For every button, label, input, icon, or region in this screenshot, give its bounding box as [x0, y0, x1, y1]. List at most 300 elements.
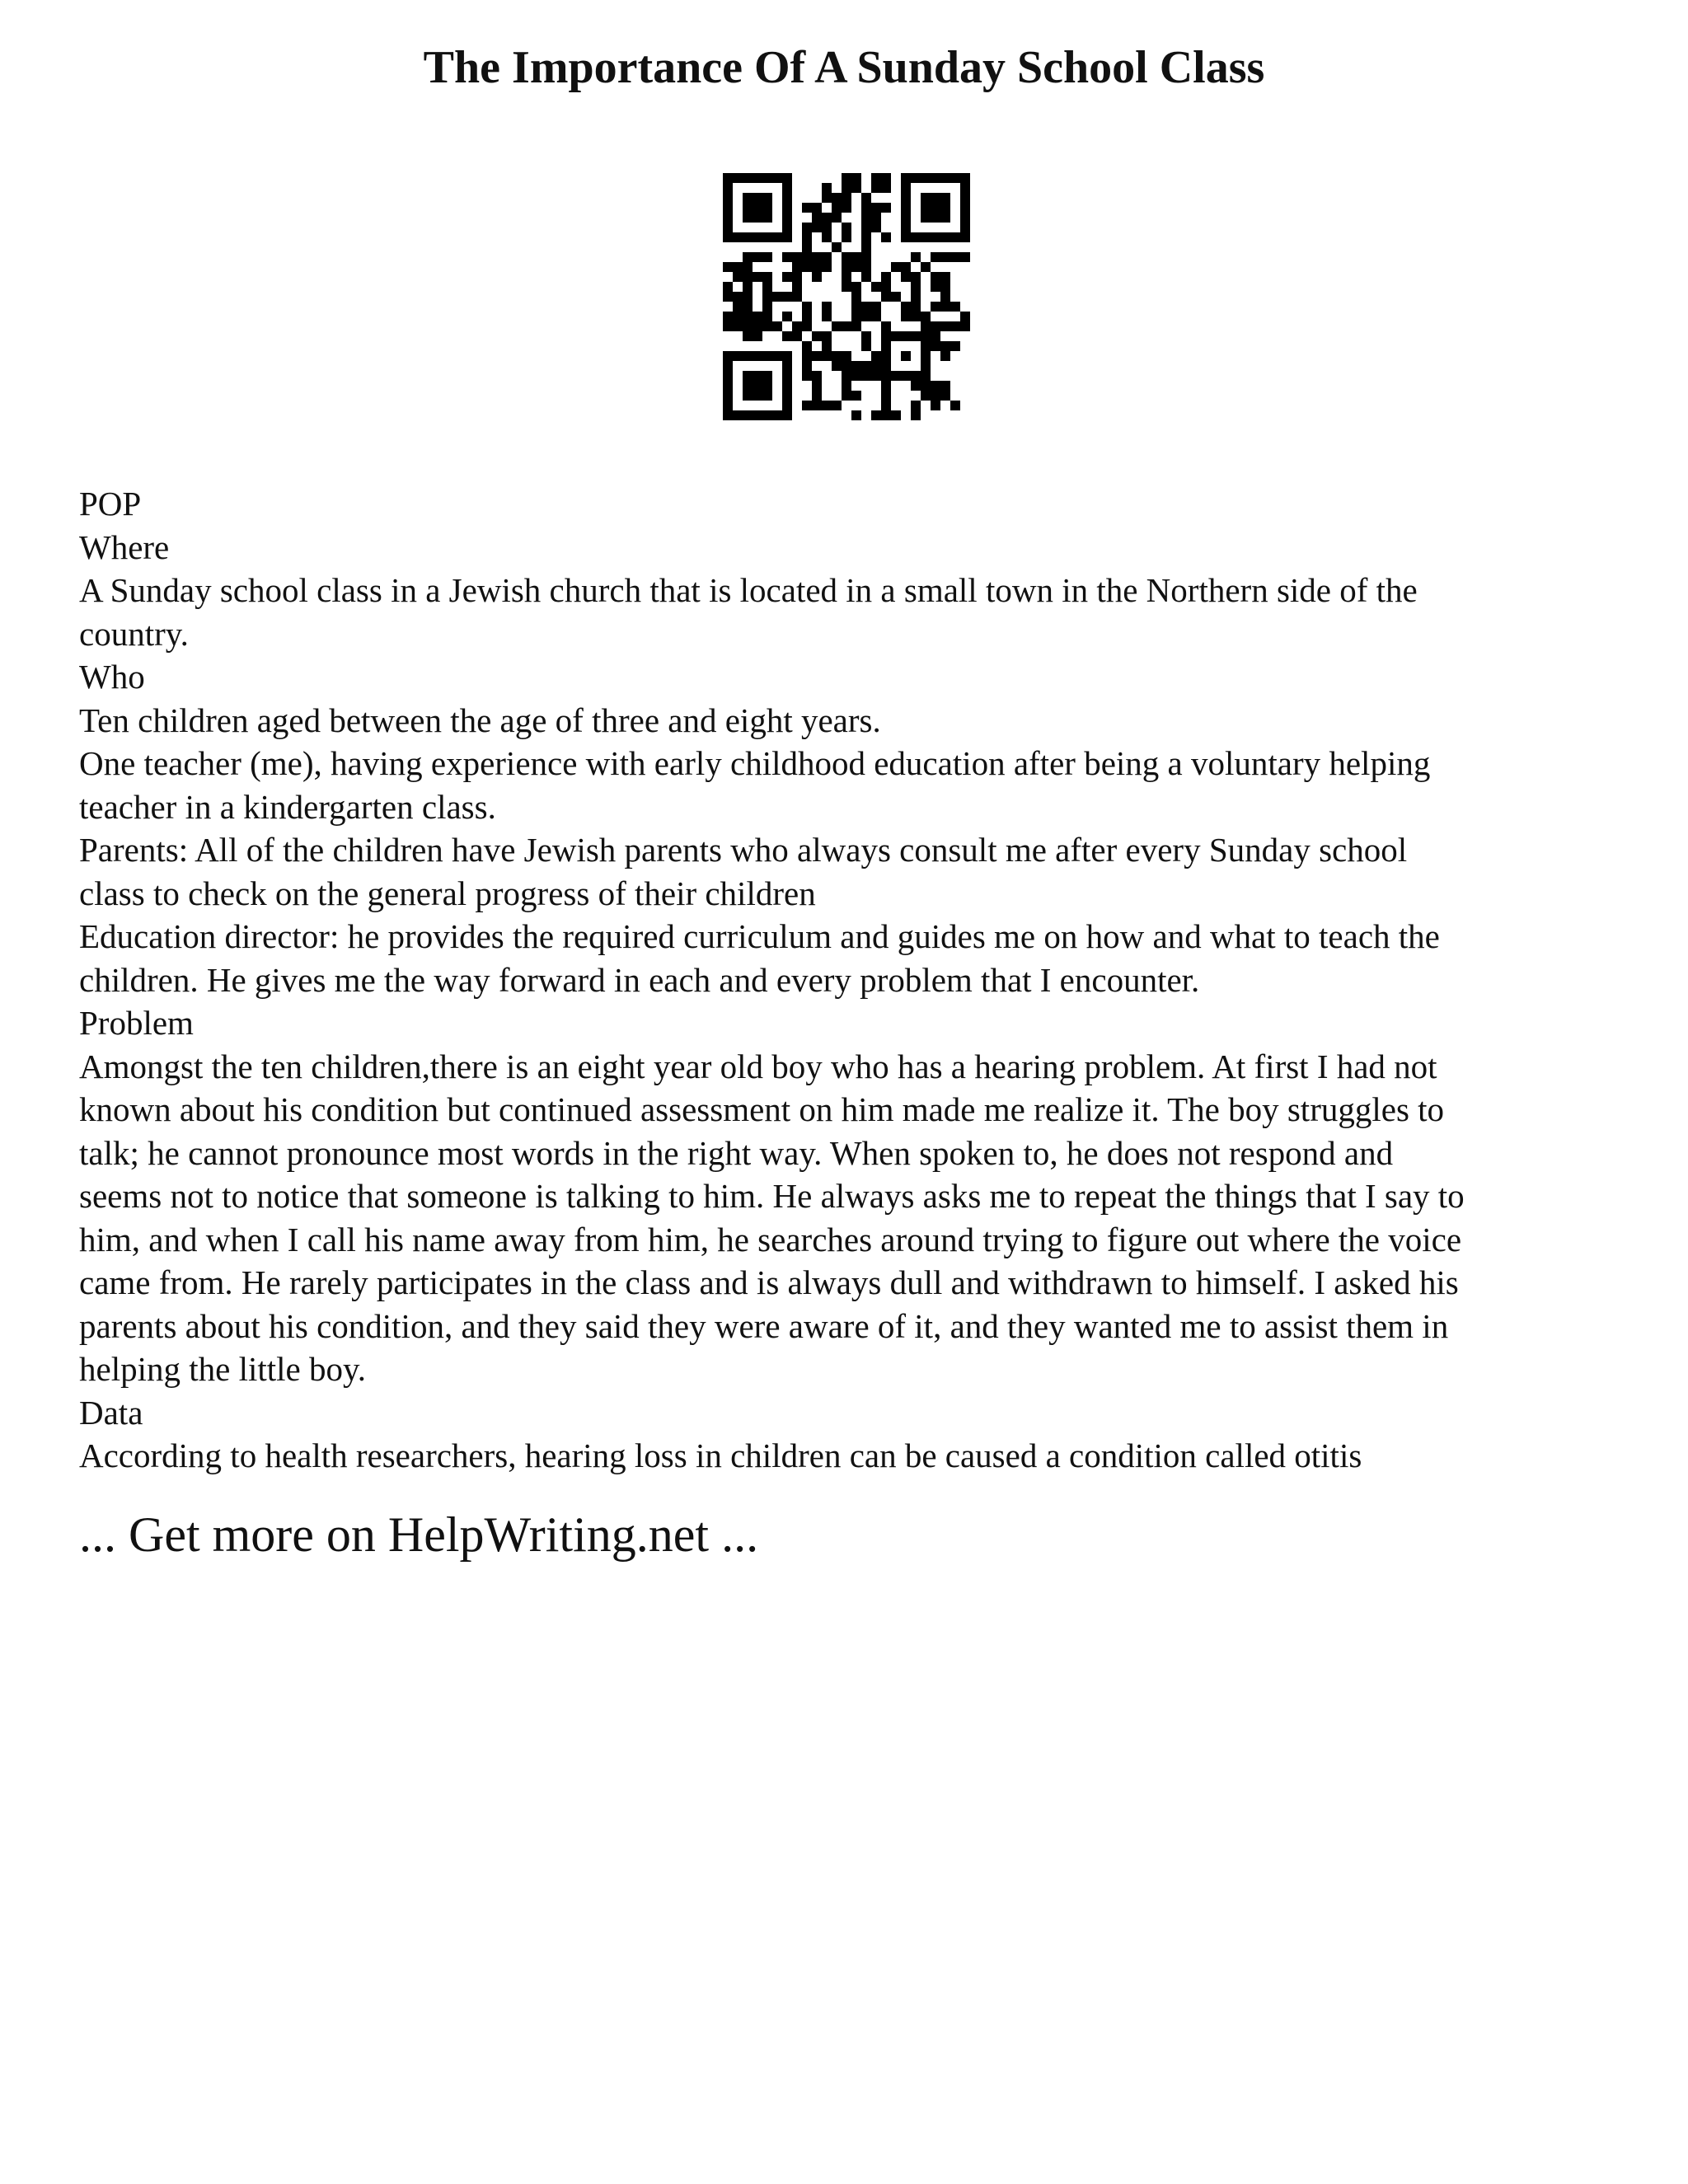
qr-module — [782, 381, 792, 391]
qr-module — [911, 232, 921, 242]
qr-module — [851, 292, 861, 302]
body-line: One teacher (me), having experience with early childhood education after being a voluntary helping — [79, 744, 1431, 782]
qr-module — [723, 401, 733, 410]
qr-module — [792, 331, 802, 341]
qr-module — [812, 391, 822, 401]
qr-module — [743, 213, 753, 223]
qr-module — [723, 361, 733, 371]
qr-module — [743, 321, 753, 331]
qr-module — [911, 292, 921, 302]
qr-module — [861, 193, 871, 203]
qr-module — [901, 371, 911, 381]
qr-module — [881, 232, 891, 242]
qr-module — [782, 272, 792, 282]
qr-module — [743, 262, 753, 272]
body-line: parents about his condition, and they said they were aware of it, and they wanted me to assist them in — [79, 1306, 1449, 1345]
qr-module — [960, 213, 970, 223]
qr-module — [743, 173, 753, 183]
qr-module — [753, 213, 762, 223]
qr-module — [762, 292, 772, 302]
qr-module — [782, 213, 792, 223]
body-line: Education director: he provides the required curriculum and guides me on how and what to teach the — [79, 917, 1440, 955]
qr-module — [723, 292, 733, 302]
qr-module — [911, 331, 921, 341]
qr-module — [832, 203, 842, 213]
qr-module — [802, 401, 812, 410]
qr-module — [832, 213, 842, 223]
qr-module — [762, 302, 772, 312]
body-line: teacher in a kindergarten class. — [79, 787, 496, 826]
qr-module — [753, 193, 762, 203]
qr-module — [812, 262, 822, 272]
qr-module — [723, 282, 733, 292]
qr-module — [812, 223, 822, 232]
qr-module — [733, 351, 743, 361]
qr-module — [911, 302, 921, 312]
qr-module — [861, 272, 871, 282]
qr-module — [931, 193, 940, 203]
qr-module — [871, 213, 881, 223]
qr-module — [842, 232, 851, 242]
qr-module — [871, 312, 881, 321]
qr-module — [901, 193, 911, 203]
qr-module — [842, 391, 851, 401]
qr-module — [832, 361, 842, 371]
qr-module — [743, 282, 753, 292]
qr-module — [782, 223, 792, 232]
qr-module — [901, 203, 911, 213]
qr-module — [782, 312, 792, 321]
qr-module — [940, 173, 950, 183]
qr-module — [881, 292, 891, 302]
qr-module — [931, 331, 940, 341]
qr-module — [931, 252, 940, 262]
qr-module — [733, 272, 743, 282]
qr-module — [901, 173, 911, 183]
body-line: According to health researchers, hearing loss in children can be caused a condition called otitis — [79, 1436, 1362, 1474]
qr-module — [802, 242, 812, 252]
qr-module — [753, 410, 762, 420]
qr-module — [782, 183, 792, 193]
qr-module — [802, 232, 812, 242]
qr-module — [792, 292, 802, 302]
qr-module — [851, 371, 861, 381]
qr-module — [940, 321, 950, 331]
qr-module — [851, 321, 861, 331]
qr-module — [822, 312, 832, 321]
qr-module — [792, 262, 802, 272]
qr-module — [921, 193, 931, 203]
qr-module — [812, 371, 822, 381]
qr-module — [960, 193, 970, 203]
qr-module — [921, 381, 931, 391]
qr-module — [762, 203, 772, 213]
qr-module — [772, 410, 782, 420]
qr-module — [881, 401, 891, 410]
qr-module — [723, 203, 733, 213]
qr-module — [851, 302, 861, 312]
qr-module — [792, 282, 802, 292]
qr-module — [792, 252, 802, 262]
qr-module — [772, 351, 782, 361]
qr-module — [911, 401, 921, 410]
qr-module — [733, 321, 743, 331]
qr-module — [772, 173, 782, 183]
qr-module — [822, 351, 832, 361]
qr-module — [762, 312, 772, 321]
qr-module — [723, 213, 733, 223]
qr-module — [901, 351, 911, 361]
body-line: Amongst the ten children,there is an eight year old boy who has a hearing problem. At first I had not — [79, 1047, 1437, 1085]
qr-module — [921, 361, 931, 371]
qr-module — [940, 232, 950, 242]
qr-module — [743, 203, 753, 213]
qr-module — [950, 173, 960, 183]
qr-module — [753, 252, 762, 262]
qr-module — [802, 361, 812, 371]
qr-module — [960, 183, 970, 193]
qr-module — [911, 173, 921, 183]
qr-module — [802, 252, 812, 262]
qr-module — [733, 302, 743, 312]
section-heading-data: Data — [79, 1393, 143, 1432]
qr-module — [861, 262, 871, 272]
qr-module — [871, 410, 881, 420]
qr-module — [723, 223, 733, 232]
qr-module — [960, 173, 970, 183]
qr-module — [822, 193, 832, 203]
qr-module — [921, 232, 931, 242]
qr-module — [960, 252, 970, 262]
qr-module — [842, 252, 851, 262]
qr-module — [743, 331, 753, 341]
qr-module — [921, 203, 931, 213]
qr-module — [921, 262, 931, 272]
qr-module — [723, 371, 733, 381]
qr-module — [782, 252, 792, 262]
qr-module — [842, 272, 851, 282]
qr-module — [881, 391, 891, 401]
qr-module — [842, 173, 851, 183]
qr-module — [782, 371, 792, 381]
qr-module — [921, 321, 931, 331]
qr-module — [762, 381, 772, 391]
qr-module — [931, 282, 940, 292]
qr-module — [960, 321, 970, 331]
qr-module — [960, 223, 970, 232]
qr-module — [812, 381, 822, 391]
qr-module — [891, 292, 901, 302]
qr-module — [822, 183, 832, 193]
qr-module — [931, 232, 940, 242]
qr-module — [782, 173, 792, 183]
qr-module — [881, 410, 891, 420]
qr-module — [940, 203, 950, 213]
qr-module — [802, 312, 812, 321]
qr-module — [762, 410, 772, 420]
qr-module — [822, 262, 832, 272]
qr-module — [901, 213, 911, 223]
qr-module — [940, 213, 950, 223]
qr-module — [782, 361, 792, 371]
qr-module — [822, 252, 832, 262]
body-line: Parents: All of the children have Jewish parents who always consult me after every Sunday school — [79, 831, 1408, 869]
qr-module — [861, 242, 871, 252]
qr-module — [822, 213, 832, 223]
qr-module — [812, 203, 822, 213]
qr-module — [743, 371, 753, 381]
qr-module — [950, 232, 960, 242]
qr-module — [931, 272, 940, 282]
qr-module — [753, 272, 762, 282]
qr-module — [782, 203, 792, 213]
qr-module — [772, 321, 782, 331]
qr-module — [733, 262, 743, 272]
qr-module — [812, 331, 822, 341]
qr-module — [881, 361, 891, 371]
qr-module — [861, 341, 871, 351]
qr-module — [753, 312, 762, 321]
qr-module — [842, 282, 851, 292]
qr-module — [802, 371, 812, 381]
qr-module — [782, 410, 792, 420]
qr-module — [782, 232, 792, 242]
qr-module — [743, 232, 753, 242]
qr-module — [851, 262, 861, 272]
qr-module — [911, 272, 921, 282]
qr-module — [743, 410, 753, 420]
qr-module — [871, 173, 881, 183]
qr-module — [772, 292, 782, 302]
qr-module — [762, 193, 772, 203]
qr-module — [812, 401, 822, 410]
get-more-link[interactable]: ... Get more on HelpWriting.net ... — [79, 1507, 759, 1562]
qr-module — [822, 341, 832, 351]
qr-module — [832, 242, 842, 252]
qr-module — [931, 391, 940, 401]
qr-module — [753, 381, 762, 391]
qr-module — [753, 351, 762, 361]
qr-module — [762, 232, 772, 242]
qr-module — [812, 272, 822, 282]
qr-module — [832, 401, 842, 410]
qr-module — [881, 173, 891, 183]
section-heading-problem: Problem — [79, 1004, 194, 1042]
qr-module — [911, 312, 921, 321]
qr-module — [723, 312, 733, 321]
qr-module — [723, 410, 733, 420]
section-heading-pop: POP — [79, 485, 142, 523]
qr-module — [802, 321, 812, 331]
document-body — [79, 482, 1637, 1478]
qr-module — [921, 351, 931, 361]
qr-module — [881, 203, 891, 213]
qr-module — [901, 232, 911, 242]
qr-module — [743, 302, 753, 312]
qr-module — [723, 262, 733, 272]
qr-module — [762, 282, 772, 292]
qr-module — [940, 193, 950, 203]
qr-module — [822, 302, 832, 312]
qr-module — [911, 371, 921, 381]
qr-module — [940, 381, 950, 391]
qr-module — [782, 331, 792, 341]
qr-module — [881, 341, 891, 351]
qr-module — [911, 410, 921, 420]
qr-module — [851, 410, 861, 420]
qr-module — [881, 183, 891, 193]
qr-module — [921, 173, 931, 183]
qr-module — [891, 262, 901, 272]
qr-module — [802, 223, 812, 232]
qr-module — [861, 223, 871, 232]
qr-module — [931, 401, 940, 410]
qr-module — [931, 381, 940, 391]
qr-module — [753, 321, 762, 331]
qr-module — [812, 351, 822, 361]
qr-module — [723, 391, 733, 401]
qr-module — [753, 371, 762, 381]
qr-module — [901, 312, 911, 321]
qr-module — [950, 341, 960, 351]
qr-module — [960, 312, 970, 321]
qr-module — [753, 173, 762, 183]
body-line: country. — [79, 614, 189, 653]
qr-module — [950, 302, 960, 312]
qr-module — [851, 361, 861, 371]
qr-module — [960, 203, 970, 213]
body-line: class to check on the general progress of their children — [79, 874, 816, 912]
qr-module — [881, 351, 891, 361]
qr-module — [851, 183, 861, 193]
qr-module — [802, 341, 812, 351]
qr-module — [792, 321, 802, 331]
qr-module — [891, 371, 901, 381]
qr-module — [931, 321, 940, 331]
qr-module — [881, 272, 891, 282]
qr-module — [940, 292, 950, 302]
qr-module — [861, 252, 871, 262]
qr-module — [901, 262, 911, 272]
qr-module — [851, 312, 861, 321]
body-line: helping the little boy. — [79, 1350, 367, 1388]
qr-module — [931, 213, 940, 223]
qr-module — [762, 213, 772, 223]
qr-module — [921, 331, 931, 341]
qr-module — [921, 312, 931, 321]
qr-module — [940, 252, 950, 262]
qr-module — [743, 312, 753, 321]
qr-code — [723, 173, 970, 420]
qr-module — [743, 193, 753, 203]
qr-module — [931, 302, 940, 312]
page-title: The Importance Of A Sunday School Class — [423, 42, 1265, 93]
qr-module — [861, 361, 871, 371]
qr-module — [861, 213, 871, 223]
qr-module — [861, 371, 871, 381]
qr-module — [940, 341, 950, 351]
qr-module — [802, 351, 812, 361]
qr-module — [911, 252, 921, 262]
qr-module — [782, 391, 792, 401]
qr-module — [871, 371, 881, 381]
qr-module — [842, 381, 851, 391]
qr-module — [743, 351, 753, 361]
qr-module — [881, 282, 891, 292]
qr-module — [931, 341, 940, 351]
qr-module — [842, 371, 851, 381]
qr-module — [940, 282, 950, 292]
body-line: A Sunday school class in a Jewish church that is located in a small town in the Northern side of the — [79, 571, 1418, 609]
qr-module — [950, 401, 960, 410]
body-line: him, and when I call his name away from him, he searches around trying to figure out where the voice — [79, 1220, 1462, 1258]
qr-module — [851, 391, 861, 401]
qr-module — [871, 183, 881, 193]
qr-module — [842, 262, 851, 272]
qr-module — [871, 302, 881, 312]
qr-module — [871, 361, 881, 371]
qr-module — [762, 321, 772, 331]
qr-module — [901, 272, 911, 282]
qr-module — [753, 232, 762, 242]
qr-module — [931, 173, 940, 183]
body-line: came from. He rarely participates in the class and is always dull and withdrawn to himself. I asked his — [79, 1263, 1459, 1301]
qr-module — [772, 232, 782, 242]
section-heading-who: Who — [79, 658, 145, 696]
qr-module — [842, 193, 851, 203]
qr-module — [762, 391, 772, 401]
qr-module — [723, 173, 733, 183]
qr-module — [762, 173, 772, 183]
qr-module — [950, 321, 960, 331]
qr-module — [802, 262, 812, 272]
qr-module — [940, 302, 950, 312]
qr-module — [753, 391, 762, 401]
qr-module — [782, 401, 792, 410]
qr-module — [723, 232, 733, 242]
qr-module — [842, 321, 851, 331]
qr-module — [921, 391, 931, 401]
qr-module — [762, 252, 772, 262]
qr-module — [842, 183, 851, 193]
qr-module — [911, 282, 921, 292]
qr-module — [871, 203, 881, 213]
qr-module — [782, 351, 792, 361]
qr-module — [851, 252, 861, 262]
qr-module — [733, 410, 743, 420]
qr-module — [723, 183, 733, 193]
body-line: talk; he cannot pronounce most words in the right way. When spoken to, he does not respond and — [79, 1133, 1394, 1172]
qr-module — [861, 203, 871, 213]
qr-module — [822, 401, 832, 410]
body-line: children. He gives me the way forward in each and every problem that I encounter. — [79, 960, 1200, 999]
qr-module — [881, 331, 891, 341]
qr-module — [723, 193, 733, 203]
qr-module — [921, 213, 931, 223]
qr-module — [871, 223, 881, 232]
qr-module — [851, 282, 861, 292]
qr-module — [842, 361, 851, 371]
qr-module — [881, 381, 891, 391]
body-line: known about his condition but continued assessment on him made me realize it. The boy struggles to — [79, 1090, 1445, 1128]
qr-module — [762, 371, 772, 381]
qr-module — [891, 410, 901, 420]
qr-module — [861, 302, 871, 312]
qr-module — [842, 351, 851, 361]
qr-module — [762, 272, 772, 282]
qr-module — [753, 203, 762, 213]
qr-module — [792, 272, 802, 282]
